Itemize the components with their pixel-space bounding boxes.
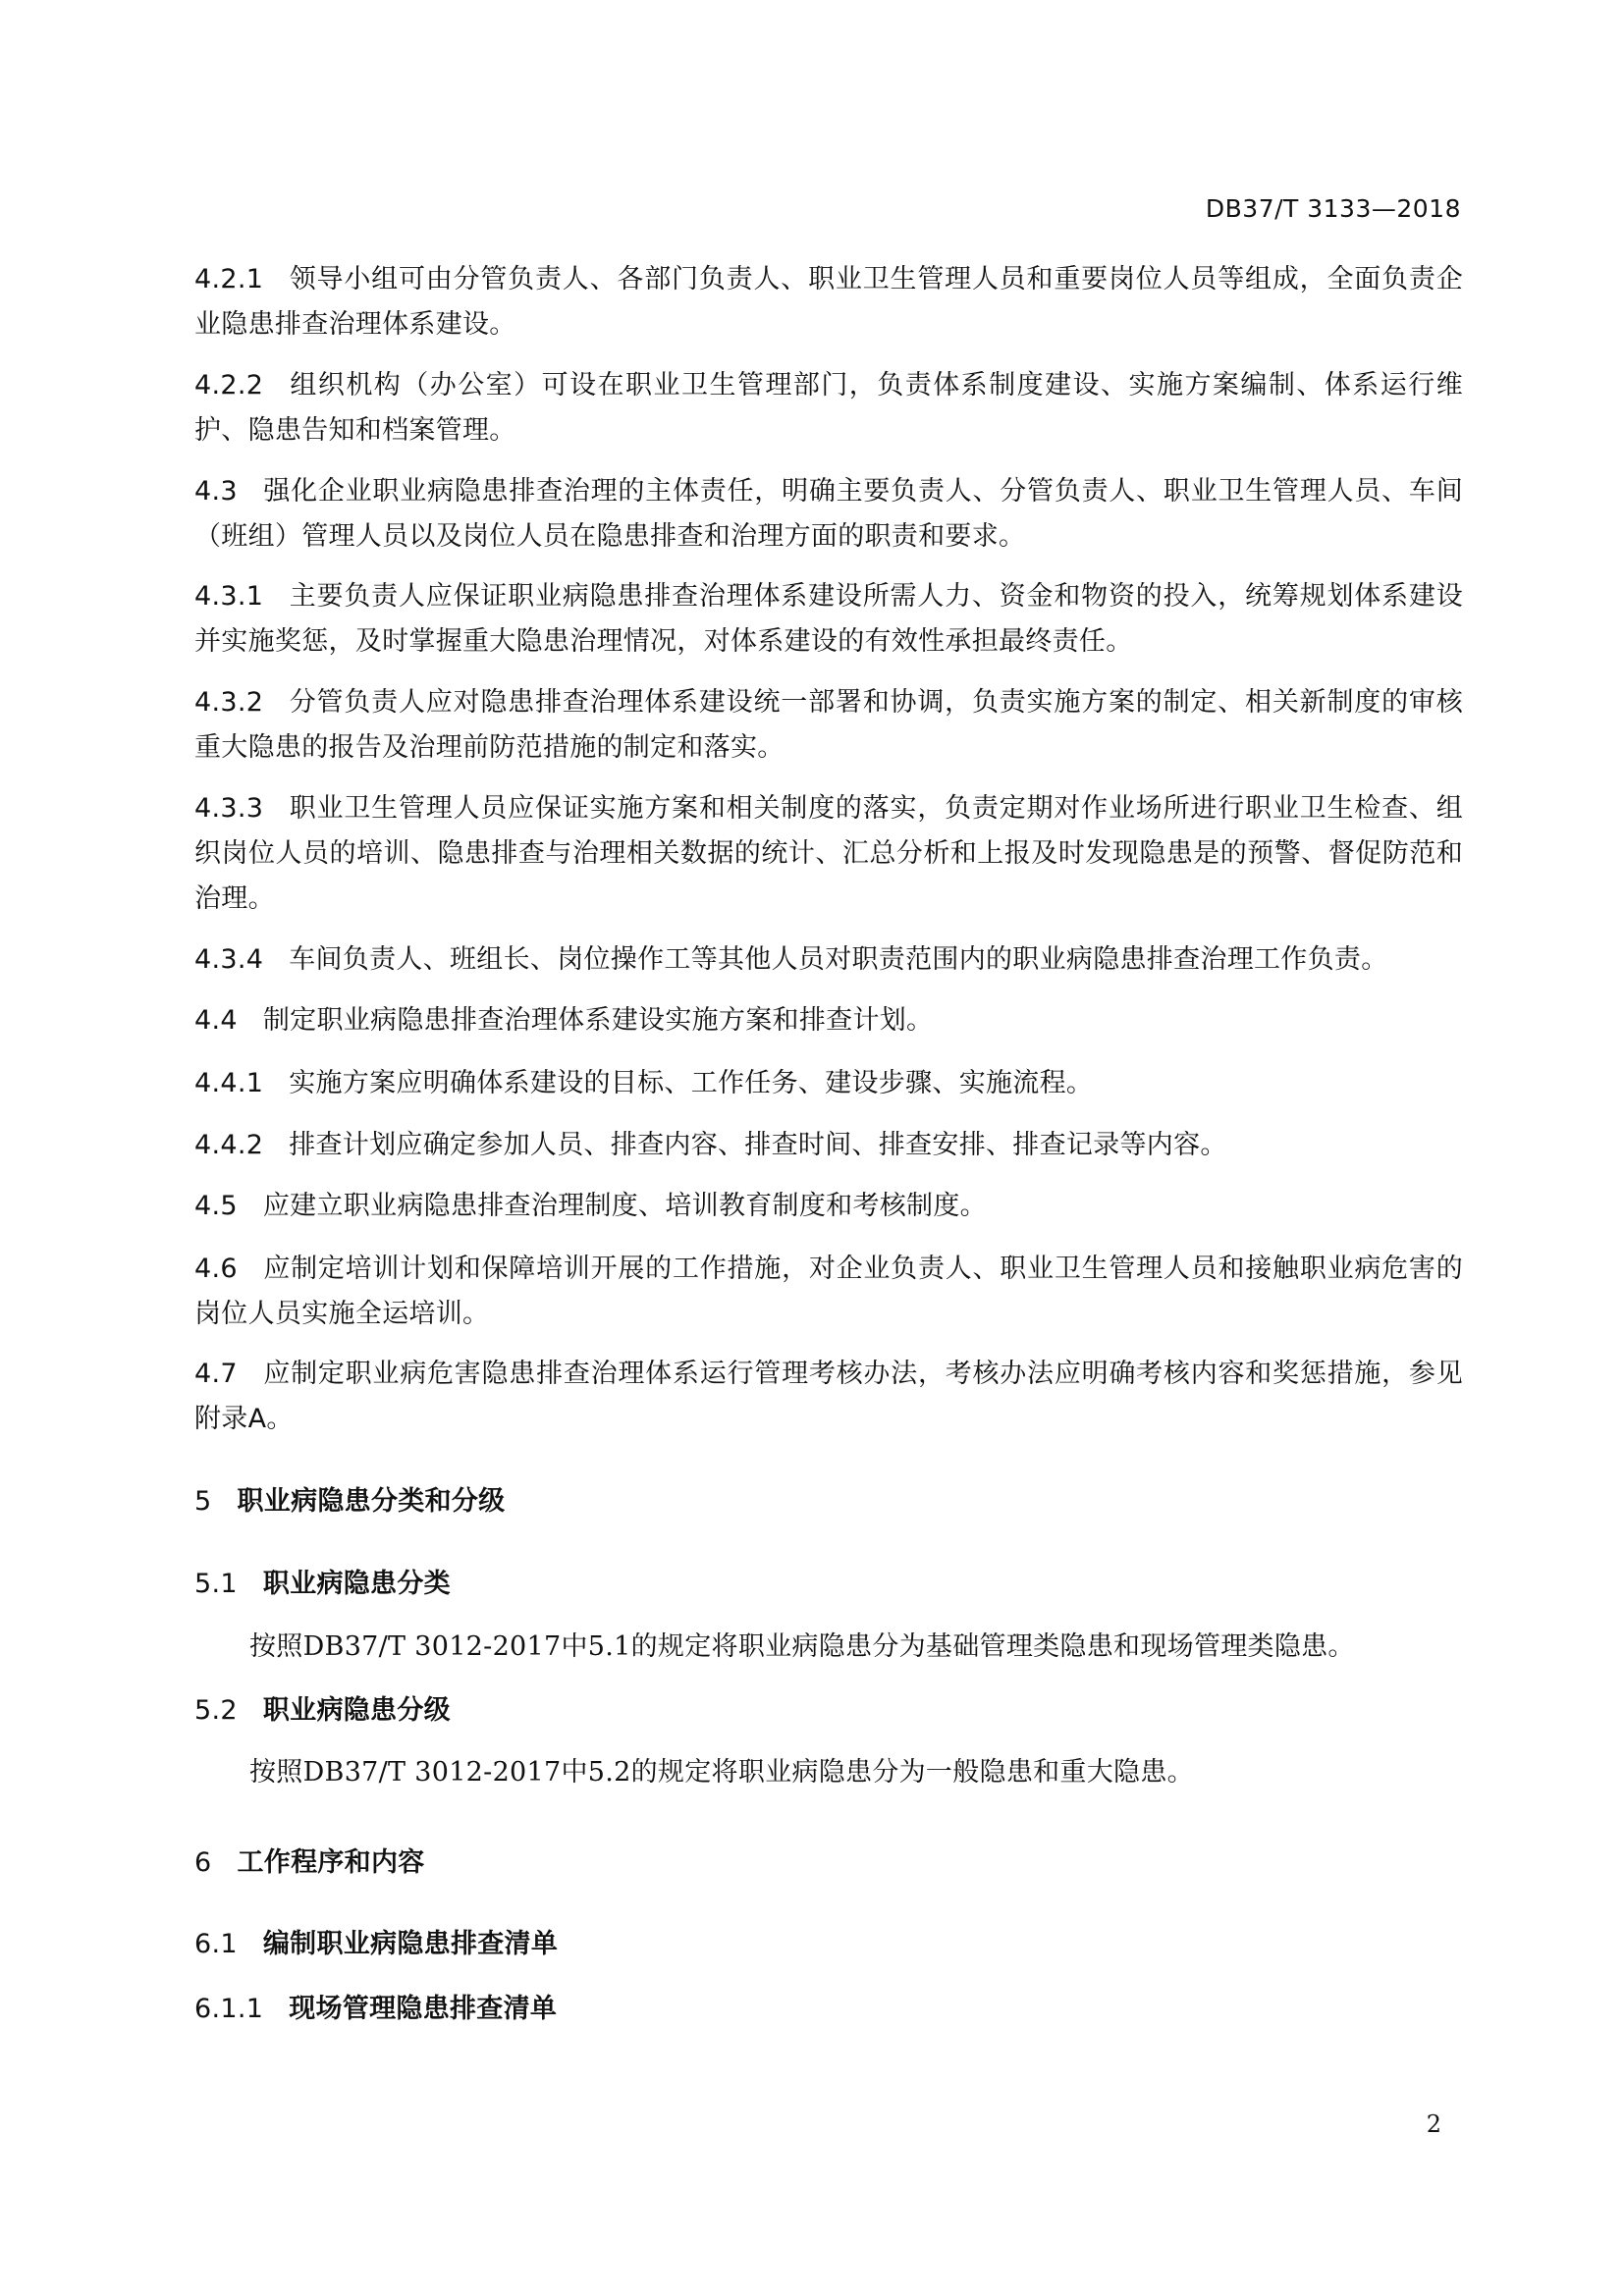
clause-number: 4.4.2 (194, 1130, 264, 1160)
section-5-1-body: 按照DB37/T 3012-2017中5.1的规定将职业病隐患分为基础管理类隐患和现场管理类隐患。 (249, 1631, 1355, 1662)
clause-4-7 (194, 1352, 1463, 1442)
section-6-heading (194, 1841, 1463, 1886)
clause-text: 车间负责人、班组长、岗位操作工等其他人员对职责范围内的职业病隐患排查治理工作负责。 (289, 944, 1388, 975)
section-title: 职业病隐患分类和分级 (237, 1486, 506, 1517)
clause-text: 应建立职业病隐患排查治理制度、培训教育制度和考核制度。 (262, 1191, 987, 1221)
clause-4-2-2 (194, 363, 1463, 454)
page-number: 2 (1426, 2110, 1441, 2138)
clause-4-4-1 (194, 1061, 1463, 1106)
clause-4-3-3 (194, 786, 1463, 922)
clause-text: 制定职业病隐患排查治理体系建设实施方案和排查计划。 (262, 1005, 934, 1036)
section-number: 5 (194, 1486, 212, 1517)
clause-number: 4.2.1 (194, 264, 264, 294)
clause-number: 4.3.2 (194, 687, 264, 718)
clause-number: 4.6 (194, 1254, 238, 1284)
section-title: 现场管理隐患排查清单 (289, 1994, 558, 2024)
clause-number: 4.3.3 (194, 793, 264, 824)
section-5-2-body: 按照DB37/T 3012-2017中5.2的规定将职业病隐患分为一般隐患和重大隐患。 (249, 1757, 1194, 1788)
clause-text: 实施方案应明确体系建设的目标、工作任务、建设步骤、实施流程。 (289, 1068, 1094, 1098)
clause-number: 4.3 (194, 476, 238, 507)
section-number: 5.1 (194, 1569, 238, 1599)
clause-text: 强化企业职业病隐患排查治理的主体责任，明确主要负责人、分管负责人、职业卫生管理人员、车间（班组）管理人员以及岗位人员在隐患排查和治理方面的职责和要求。 (194, 476, 1463, 552)
clause-number: 4.4.1 (194, 1068, 264, 1098)
clause-number: 4.4 (194, 1005, 238, 1036)
section-title: 编制职业病隐患排查清单 (262, 1929, 559, 1959)
clause-4-6 (194, 1247, 1463, 1337)
clause-number: 4.3.1 (194, 581, 264, 612)
clause-4-2-1 (194, 257, 1463, 347)
clause-4-5 (194, 1184, 1463, 1229)
clause-4-3 (194, 469, 1463, 560)
clause-number: 4.2.2 (194, 370, 264, 400)
clause-4-4 (194, 998, 1463, 1043)
clause-text: 排查计划应确定参加人员、排查内容、排查时间、排查安排、排查记录等内容。 (289, 1130, 1227, 1160)
clause-4-3-2 (194, 680, 1463, 771)
clause-text: 应制定培训计划和保障培训开展的工作措施，对企业负责人、职业卫生管理人员和接触职业病危害的岗位人员实施全运培训。 (194, 1254, 1463, 1329)
clause-4-3-1 (194, 574, 1463, 665)
section-6-1-1-heading (194, 1987, 1463, 2032)
section-6-1-heading (194, 1922, 1463, 1967)
section-number: 6.1 (194, 1929, 238, 1959)
section-title: 工作程序和内容 (237, 1847, 425, 1878)
section-title: 职业病隐患分级 (262, 1695, 451, 1726)
section-5-2-heading (194, 1688, 1463, 1734)
section-number: 6 (194, 1847, 212, 1878)
clause-number: 4.7 (194, 1359, 238, 1389)
section-number: 6.1.1 (194, 1994, 264, 2024)
clause-number: 4.5 (194, 1191, 238, 1221)
clause-4-3-4 (194, 937, 1463, 983)
section-5-1-heading (194, 1562, 1463, 1607)
clause-text: 主要负责人应保证职业病隐患排查治理体系建设所需人力、资金和物资的投入，统筹规划体系建设并实施奖惩，及时掌握重大隐患治理情况，对体系建设的有效性承担最终责任。 (194, 581, 1463, 657)
section-title: 职业病隐患分类 (262, 1569, 451, 1599)
section-number: 5.2 (194, 1695, 238, 1726)
clause-text: 应制定职业病危害隐患排查治理体系运行管理考核办法，考核办法应明确考核内容和奖惩措施，参见附录A。 (194, 1359, 1463, 1434)
clause-4-4-2 (194, 1123, 1463, 1168)
clause-text: 职业卫生管理人员应保证实施方案和相关制度的落实，负责定期对作业场所进行职业卫生检查、组织岗位人员的培训、隐患排查与治理相关数据的统计、汇总分析和上报及时发现隐患是的预警、督促防范和治理。 (194, 793, 1463, 914)
section-5-heading (194, 1479, 1463, 1524)
clause-number: 4.3.4 (194, 944, 264, 975)
clause-text: 领导小组可由分管负责人、各部门负责人、职业卫生管理人员和重要岗位人员等组成，全面负责企业隐患排查治理体系建设。 (194, 264, 1463, 340)
clause-text: 组织机构（办公室）可设在职业卫生管理部门，负责体系制度建设、实施方案编制、体系运行维护、隐患告知和档案管理。 (194, 370, 1463, 446)
document-id-header: DB37/T 3133—2018 (1205, 194, 1461, 223)
clause-text: 分管负责人应对隐患排查治理体系建设统一部署和协调，负责实施方案的制定、相关新制度的审核重大隐患的报告及治理前防范措施的制定和落实。 (194, 687, 1463, 763)
